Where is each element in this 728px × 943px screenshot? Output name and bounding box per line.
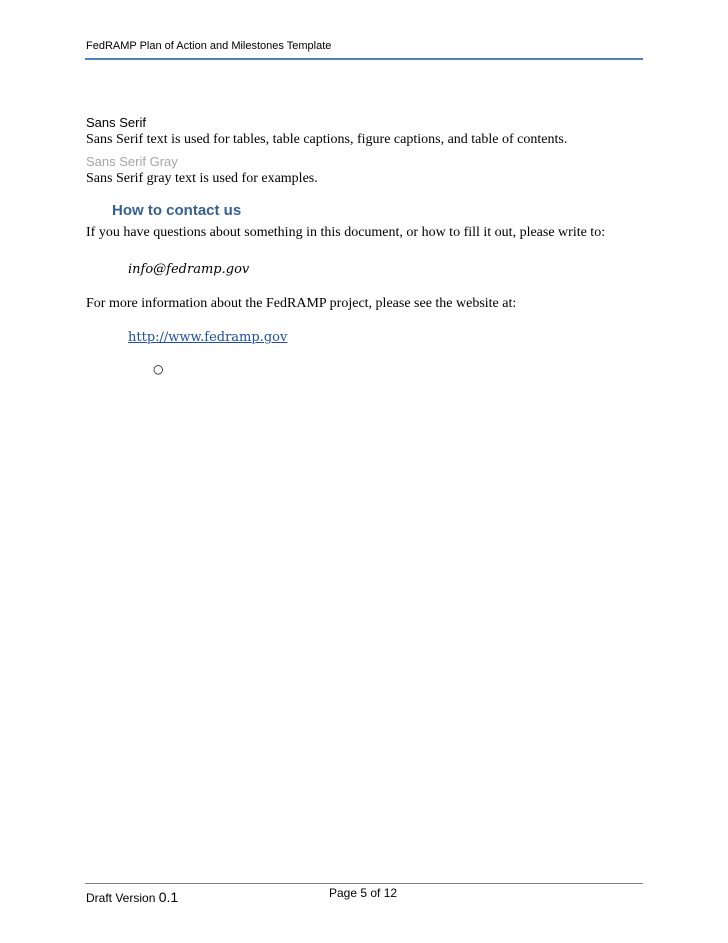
draft-version [86, 889, 178, 905]
more-info-text: For more information about the FedRAMP project, please see the website at: [86, 296, 517, 311]
contact-intro-text: If you have questions about something in this document, or how to fill it out, please write to: [86, 225, 606, 240]
page-number: Page 5 of 12 [329, 886, 398, 900]
draft-version-label: Draft Version [86, 891, 159, 905]
contact-heading: How to contact us [112, 202, 242, 219]
document-header-title: FedRAMP Plan of Action and Milestones Template [86, 40, 332, 52]
draft-version-number: 0.1 [158, 889, 179, 905]
sans-serif-gray-label: Sans Serif Gray [86, 154, 178, 169]
header-divider [85, 58, 643, 60]
sans-serif-label: Sans Serif [86, 115, 146, 130]
empty-bullet-icon: ○ [153, 362, 164, 376]
sans-serif-description: Sans Serif text is used for tables, table captions, figure captions, and table of contents. [86, 132, 568, 147]
footer-divider [85, 883, 643, 884]
website-link[interactable]: http://www.fedramp.gov [128, 330, 288, 345]
sans-serif-gray-description: Sans Serif gray text is used for examples. [86, 171, 318, 186]
contact-email: info@fedramp.gov [128, 262, 250, 277]
